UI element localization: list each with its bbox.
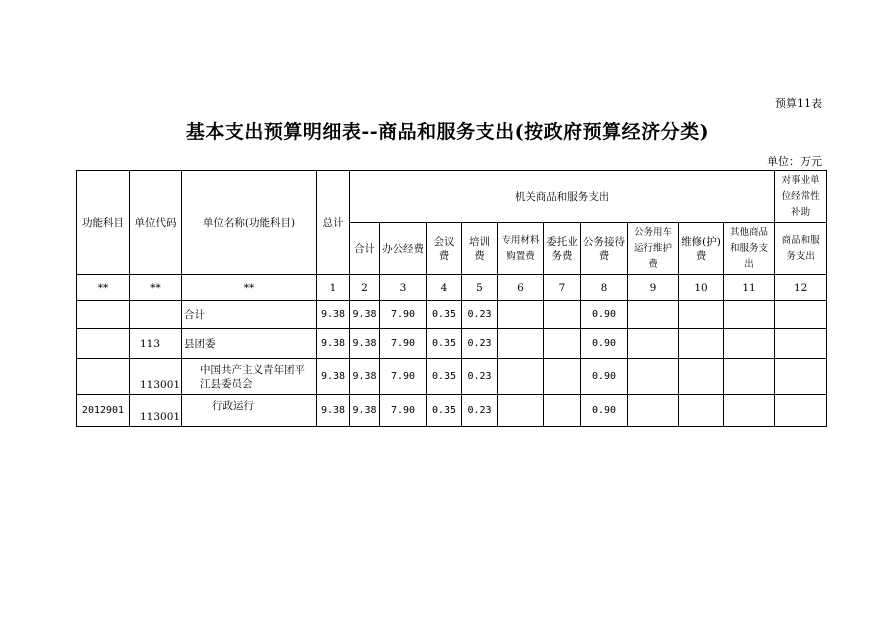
entrusted-cell bbox=[544, 395, 581, 427]
total-cell: 9.38 bbox=[317, 301, 350, 329]
subsidy-cell bbox=[775, 359, 827, 395]
reception-cell: 0.90 bbox=[581, 359, 628, 395]
entrusted-cell bbox=[544, 359, 581, 395]
maintenance-cell bbox=[679, 301, 724, 329]
header-unit-code: 单位代码 bbox=[130, 171, 182, 275]
vehicle-cell bbox=[628, 359, 679, 395]
code-cell: 113001 bbox=[130, 395, 182, 427]
materials-cell bbox=[498, 359, 544, 395]
header-office: 办公经费 bbox=[380, 223, 427, 275]
page-title: 基本支出预算明细表--商品和服务支出(按政府预算经济分类) bbox=[185, 121, 710, 143]
header-group-goods: 机关商品和服务支出 bbox=[350, 171, 775, 223]
materials-cell bbox=[498, 395, 544, 427]
index-cell: 12 bbox=[775, 275, 827, 301]
name-cell: 县团委 bbox=[182, 329, 317, 359]
func-cell bbox=[77, 329, 130, 359]
office-cell: 7.90 bbox=[380, 359, 427, 395]
index-cell: 1 bbox=[317, 275, 350, 301]
training-cell: 0.23 bbox=[462, 301, 498, 329]
meeting-cell: 0.35 bbox=[427, 395, 462, 427]
index-cell: 2 bbox=[350, 275, 380, 301]
meeting-cell: 0.35 bbox=[427, 329, 462, 359]
header-total: 总计 bbox=[317, 171, 350, 275]
subtotal-cell: 9.38 bbox=[350, 359, 380, 395]
other-cell bbox=[724, 301, 775, 329]
training-cell: 0.23 bbox=[462, 359, 498, 395]
header-entrusted: 委托业务费 bbox=[544, 223, 581, 275]
name-cell: 行政运行 bbox=[182, 395, 317, 427]
reception-cell: 0.90 bbox=[581, 395, 628, 427]
header-reception: 公务接待费 bbox=[581, 223, 628, 275]
index-cell: ** bbox=[182, 275, 317, 301]
subtotal-cell: 9.38 bbox=[350, 329, 380, 359]
other-cell bbox=[724, 329, 775, 359]
index-cell: ** bbox=[130, 275, 182, 301]
training-cell: 0.23 bbox=[462, 329, 498, 359]
office-cell: 7.90 bbox=[380, 329, 427, 359]
header-func-subject: 功能科目 bbox=[77, 171, 130, 275]
meeting-cell: 0.35 bbox=[427, 359, 462, 395]
index-cell: 11 bbox=[724, 275, 775, 301]
header-training: 培训费 bbox=[462, 223, 498, 275]
table-row bbox=[77, 329, 827, 359]
table-row bbox=[77, 301, 827, 329]
index-cell: 8 bbox=[581, 275, 628, 301]
index-cell: ** bbox=[77, 275, 130, 301]
func-cell bbox=[77, 359, 130, 395]
header-subsidy-goods: 商品和服务支出 bbox=[775, 223, 827, 275]
maintenance-cell bbox=[679, 329, 724, 359]
other-cell bbox=[724, 395, 775, 427]
other-cell bbox=[724, 359, 775, 395]
subsidy-cell bbox=[775, 301, 827, 329]
vehicle-cell bbox=[628, 301, 679, 329]
entrusted-cell bbox=[544, 301, 581, 329]
unit-label: 单位：万元 bbox=[767, 155, 822, 168]
vehicle-cell bbox=[628, 395, 679, 427]
maintenance-cell bbox=[679, 395, 724, 427]
code-cell: 113001 bbox=[130, 359, 182, 395]
subtotal-cell: 9.38 bbox=[350, 395, 380, 427]
code-cell bbox=[130, 301, 182, 329]
index-cell: 4 bbox=[427, 275, 462, 301]
func-cell: 2012901 bbox=[77, 395, 130, 427]
header-other: 其他商品和服务支出 bbox=[724, 223, 775, 275]
header-meeting: 会议费 bbox=[427, 223, 462, 275]
reception-cell: 0.90 bbox=[581, 329, 628, 359]
materials-cell bbox=[498, 329, 544, 359]
maintenance-cell bbox=[679, 359, 724, 395]
func-cell bbox=[77, 301, 130, 329]
index-cell: 6 bbox=[498, 275, 544, 301]
office-cell: 7.90 bbox=[380, 301, 427, 329]
entrusted-cell bbox=[544, 329, 581, 359]
index-cell: 7 bbox=[544, 275, 581, 301]
header-sub-total: 合计 bbox=[350, 223, 380, 275]
meeting-cell: 0.35 bbox=[427, 301, 462, 329]
index-cell: 5 bbox=[462, 275, 498, 301]
total-cell: 9.38 bbox=[317, 329, 350, 359]
training-cell: 0.23 bbox=[462, 395, 498, 427]
name-cell: 中国共产主义青年团平江县委员会 bbox=[182, 359, 317, 395]
header-maintenance: 维修(护)费 bbox=[679, 223, 724, 275]
form-number: 预算11表 bbox=[775, 97, 822, 110]
vehicle-cell bbox=[628, 329, 679, 359]
reception-cell: 0.90 bbox=[581, 301, 628, 329]
index-cell: 10 bbox=[679, 275, 724, 301]
total-cell: 9.38 bbox=[317, 395, 350, 427]
subsidy-cell bbox=[775, 395, 827, 427]
code-cell: 113 bbox=[130, 329, 182, 359]
total-cell: 9.38 bbox=[317, 359, 350, 395]
subsidy-cell bbox=[775, 329, 827, 359]
budget-table bbox=[76, 170, 827, 427]
table-row bbox=[77, 395, 827, 427]
table-row bbox=[77, 359, 827, 395]
index-cell: 3 bbox=[380, 275, 427, 301]
header-group-subsidy: 对事业单位经常性补助 bbox=[775, 171, 827, 223]
header-unit-name: 单位名称(功能科目) bbox=[182, 171, 317, 275]
name-cell: 合计 bbox=[182, 301, 317, 329]
header-materials: 专用材料购置费 bbox=[498, 223, 544, 275]
office-cell: 7.90 bbox=[380, 395, 427, 427]
materials-cell bbox=[498, 301, 544, 329]
subtotal-cell: 9.38 bbox=[350, 301, 380, 329]
header-vehicle: 公务用车运行维护费 bbox=[628, 223, 679, 275]
index-cell: 9 bbox=[628, 275, 679, 301]
